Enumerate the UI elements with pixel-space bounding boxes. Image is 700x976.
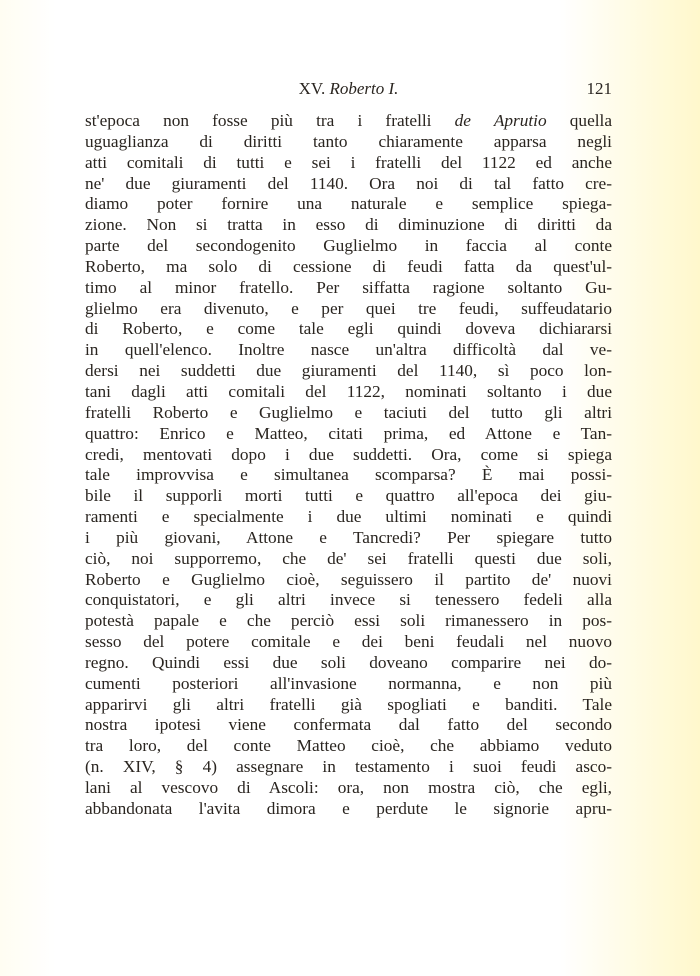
text-line: nostra ipotesi viene confermata dal fatto del secondo	[85, 715, 612, 735]
text-line: fratelli Roberto e Guglielmo e taciuti del tutto gli altri	[85, 402, 612, 422]
text-line: conquistatori, e gli altri invece si tenessero fedeli alla	[85, 590, 612, 610]
text-line: regno. Quindi essi due soli doveano comparire nei do-	[85, 652, 612, 672]
text-line: (n. XIV, § 4) assegnare in testamento i suoi feudi asco-	[85, 757, 612, 777]
text-line: glielmo era divenuto, e per quei tre feudi, suffeudatario	[85, 298, 612, 318]
body-text	[85, 111, 612, 820]
running-head	[85, 79, 612, 99]
text-line: abbandonata l'avita dimora e perdute le signorie apru-	[85, 798, 612, 818]
page-number: 121	[586, 79, 612, 98]
text-line: sesso del potere comitale e dei beni feudali nel nuovo	[85, 632, 612, 652]
text-line: tra loro, del conte Matteo cioè, che abbiamo veduto	[85, 736, 612, 756]
text-line: bile il supporli morti tutti e quattro all'epoca dei giu-	[85, 486, 612, 506]
text-line: lani al vescovo di Ascoli: ora, non mostra ciò, che egli,	[85, 778, 612, 797]
text-line: parte del secondogenito Guglielmo in faccia al conte	[85, 236, 612, 256]
text-line: i più giovani, Attone e Tancredi? Per spiegare tutto	[85, 527, 612, 547]
text-span: quella	[546, 111, 613, 130]
italic-term: de Aprutio	[454, 111, 547, 130]
text-line: ramenti e specialmente i due ultimi nominati e quindi	[85, 507, 612, 527]
text-line: diamo poter fornire una naturale e semplice spiega-	[85, 194, 612, 214]
text-line: uguaglianza di diritti tanto chiaramente apparsa negli	[85, 131, 612, 151]
text-line: in quell'elenco. Inoltre nasce un'altra difficoltà dal ve-	[85, 340, 612, 360]
text-line	[85, 111, 612, 132]
text-line: Roberto, ma solo di cessione di feudi fatta da quest'ul-	[85, 256, 612, 276]
text-line: ne' due giuramenti del 1140. Ora noi di tal fatto cre-	[85, 173, 612, 193]
text-line: tale improvvisa e simultanea scomparsa? È mai possi-	[85, 465, 612, 485]
text-line: dersi nei suddetti due giuramenti del 1140, sì poco lon-	[85, 361, 612, 381]
page-header	[85, 79, 612, 101]
chapter-title: Roberto I.	[329, 79, 399, 98]
text-line: di Roberto, e come tale egli quindi doveva dichiararsi	[85, 319, 612, 339]
text-line: tani dagli atti comitali del 1122, nominati soltanto i due	[85, 381, 612, 401]
text-line: potestà papale e che perciò essi soli rimanessero in pos-	[85, 611, 612, 631]
text-line: quattro: Enrico e Matteo, citati prima, ed Attone e Tan-	[85, 423, 612, 443]
text-line: cumenti posteriori all'invasione normanna, e non più	[85, 673, 612, 693]
text-line: timo al minor fratello. Per siffatta ragione soltanto Gu-	[85, 277, 612, 297]
text-line: apparirvi gli altri fratelli già spogliati e banditi. Tale	[85, 694, 612, 714]
text-line: zione. Non si tratta in esso di diminuzione di diritti da	[85, 215, 612, 235]
text-line: atti comitali di tutti e sei i fratelli del 1122 ed anche	[85, 152, 612, 172]
text-line: Roberto e Guglielmo cioè, seguissero il partito de' nuovi	[85, 569, 612, 589]
text-span: st'epoca non fosse più tra i fratelli	[85, 111, 455, 130]
text-line: credi, mentovati dopo i due suddetti. Ora, come si spiega	[85, 444, 612, 464]
text-line: ciò, noi supporremo, che de' sei fratelli questi due soli,	[85, 548, 612, 568]
chapter-number: XV.	[298, 79, 326, 98]
